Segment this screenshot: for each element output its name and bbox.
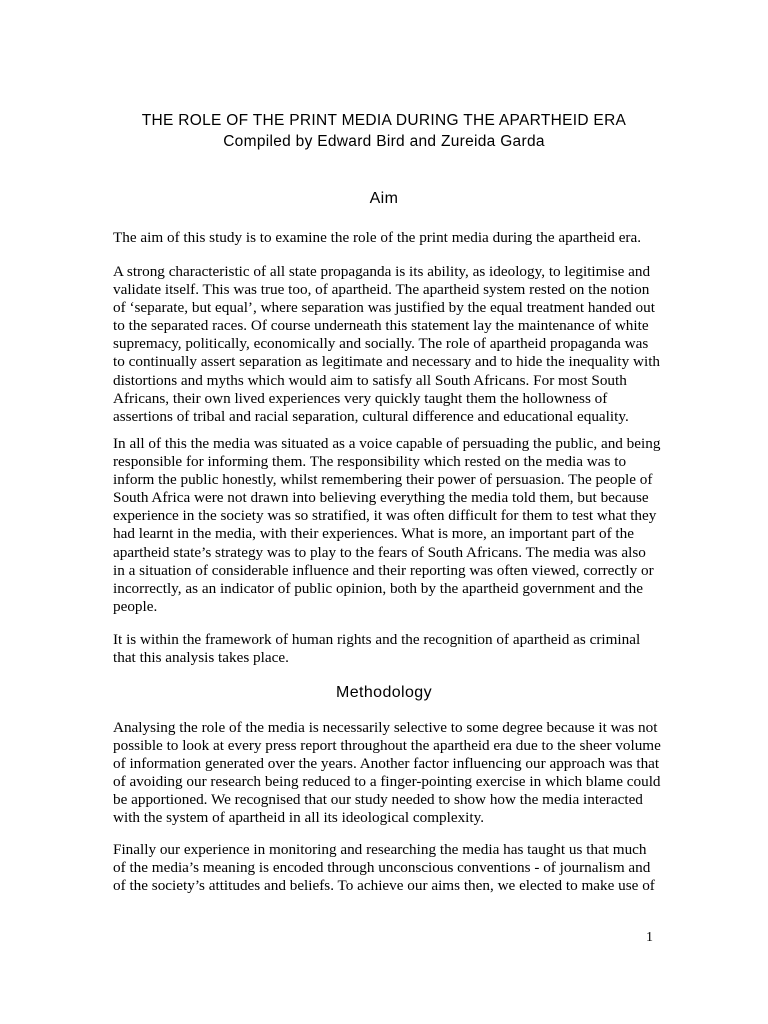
document-title: THE ROLE OF THE PRINT MEDIA DURING THE APARTHEID ERA [141, 112, 627, 129]
page-number: 1 [646, 930, 653, 945]
section-heading-methodology: Methodology [335, 684, 433, 701]
paragraph: In all of this the media was situated as a voice capable of persuading the public, and being responsible for informing them. The responsibility which rested on the media was to inform the public honestly, whilst remembering their power of persuasion. The people of South Africa were not drawn into believing everything the media told them, but because experience in the society was so stratified, it was often difficult for them to test what they had learnt in the media, with their experiences. What is more, an important part of the apartheid state’s strategy was to play to the fears of South Africans. The media was also in a situation of considerable influence and their reporting was often viewed, correctly or incorrectly, as an indicator of public opinion, both by the apartheid government and the people. [113, 435, 661, 615]
paragraph: The aim of this study is to examine the role of the print media during the apartheid era. [113, 229, 642, 246]
paragraph: It is within the framework of human rights and the recognition of apartheid as criminal that this analysis takes place. [113, 631, 641, 667]
section-heading-aim: Aim [369, 190, 399, 207]
paragraph: Analysing the role of the media is necessarily selective to some degree because it was not possible to look at every press report throughout the apartheid era due to the sheer volume of information generated over the years. Another factor influencing our approach was that of avoiding our research being reduced to a finger-pointing exercise in which blame could be apportioned. We recognised that our study needed to show how the media interacted with the system of apartheid in all its ideological complexity. [113, 719, 661, 827]
document-subtitle: Compiled by Edward Bird and Zureida Garda [223, 133, 545, 150]
paragraph: A strong characteristic of all state propaganda is its ability, as ideology, to legitimise and validate itself. This was true too, of apartheid. The apartheid system rested on the notion of ‘separate, but equal’, where separation was justified by the equal treatment handed out to the separated races. Of course underneath this statement lay the maintenance of white supremacy, politically, economically and socially. The role of apartheid propaganda was to continually assert separation as legitimate and necessary and to hide the inequality with distortions and myths which would aim to satisfy all South Africans. For most South Africans, their own lived experiences very quickly taught them the hollowness of assertions of tribal and racial separation, cultural difference and educational equality. [113, 263, 661, 425]
title-block [0, 110, 768, 152]
paragraph: Finally our experience in monitoring and researching the media has taught us that much of the media’s meaning is encoded through unconscious conventions - of journalism and of the society’s attitudes and beliefs. To achieve our aims then, we elected to make use of [113, 841, 655, 895]
